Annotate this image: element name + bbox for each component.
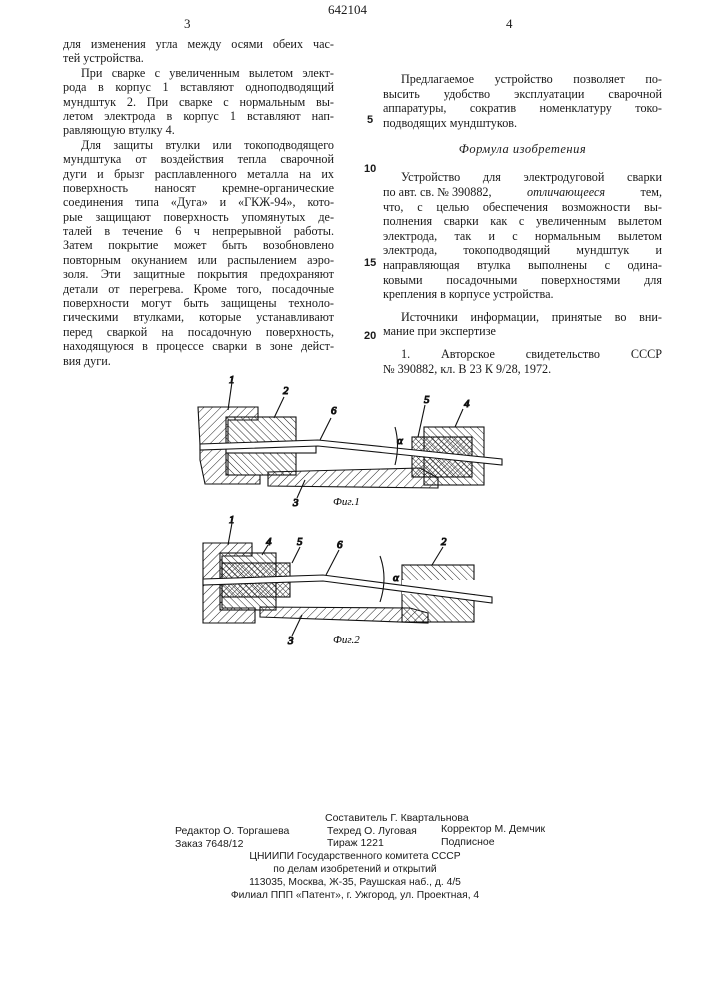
line-number: 10 xyxy=(364,163,376,175)
label: 6 xyxy=(337,539,343,551)
angle-arc xyxy=(380,556,384,602)
editor: Редактор О. Торгашева xyxy=(175,825,289,837)
drawing-line xyxy=(228,523,232,545)
line-number: 20 xyxy=(364,330,376,342)
drawing-line xyxy=(292,547,300,563)
text-line: аппаратуры, сократив номенклатуру токо- xyxy=(383,101,662,116)
text-line: гическими втулками, которые устанавливают xyxy=(63,310,334,324)
text-line: 1. Авторское свидетельство СССР xyxy=(383,347,662,362)
circulation: Тираж 1221 xyxy=(327,837,384,849)
text-line: № 390882, кл. В 23 К 9/28, 1972. xyxy=(383,362,662,377)
text-italic: отличающееся xyxy=(527,185,605,200)
text-line: талей в течение 6 ч непрерывной работы. xyxy=(63,224,334,238)
text-line: Устройство для электродуговой сварки xyxy=(383,170,662,185)
page-number-left: 3 xyxy=(184,16,191,32)
text-line: золя. Эти защитные покрытия предохраняют xyxy=(63,267,334,281)
label: 5 xyxy=(424,394,430,406)
text-line: полнения сварки как с увеличенным вылетом xyxy=(383,214,662,229)
org-line: 113035, Москва, Ж-35, Раушская наб., д. 4/5 xyxy=(155,877,555,888)
patent-number: 642104 xyxy=(328,2,367,18)
subscription: Подписное xyxy=(441,836,495,848)
text-line: детали от перегрева. Кроме того, посадочные xyxy=(63,282,334,296)
order-number: Заказ 7648/12 xyxy=(175,838,243,850)
corrector: Корректор М. Демчик xyxy=(441,823,545,835)
text-line: крепления в корпусе устройства. xyxy=(383,287,662,302)
label: 4 xyxy=(266,536,272,548)
label: α xyxy=(397,435,403,447)
text-line: тей устройства. xyxy=(63,51,334,65)
drawing-line xyxy=(274,397,284,418)
text-line: направляющая втулка выполнены с одина- xyxy=(383,258,662,273)
figure-1 xyxy=(198,374,502,509)
drawing-line xyxy=(455,409,463,427)
text-line: летом электрода в корпус 1 вставляют нап- xyxy=(63,109,334,123)
drawing-line xyxy=(326,550,339,575)
page-number-right: 4 xyxy=(506,16,513,32)
text-line: мундштука от воздействия тепла сварочной xyxy=(63,152,334,166)
label: 4 xyxy=(464,398,470,410)
compiler: Составитель Г. Квартальнова xyxy=(325,812,469,824)
text-line: перед сваркой на посадочную поверхность, xyxy=(63,325,334,339)
label: α xyxy=(393,572,399,584)
text-fragment: тем, xyxy=(641,185,663,200)
text-line: рые защищают поверхность упомянутых де- xyxy=(63,210,334,224)
text-line: мундштук 2. При сварке с нормальным вы- xyxy=(63,95,334,109)
org-line: по делам изобретений и открытий xyxy=(155,864,555,875)
figure-2 xyxy=(203,514,492,647)
label: 2 xyxy=(441,536,447,548)
text-line: дуги и брызг расплавленного металла на их xyxy=(63,167,334,181)
text-line: Для защиты втулки или токоподводящего xyxy=(63,138,334,152)
text-line: мание при экспертизе xyxy=(383,324,662,339)
drawing-line xyxy=(320,418,331,440)
text-line: вия дуги. xyxy=(63,354,334,368)
org-line: Филиал ППП «Патент», г. Ужгород, ул. Проектная, 4 xyxy=(155,890,555,901)
text-line: поверхности могут быть защищены техноло- xyxy=(63,296,334,310)
label: 2 xyxy=(283,385,289,397)
label: 3 xyxy=(287,635,294,647)
text-line: ковыми посадочными поверхностями для xyxy=(383,273,662,288)
text-line: для изменения угла между осями обеих час- xyxy=(63,37,334,51)
text-line: Затем покрытие может быть возобновлено xyxy=(63,238,334,252)
label: 6 xyxy=(331,405,337,417)
text-line: При сварке с увеличенным вылетом элект- xyxy=(63,66,334,80)
text-line: Предлагаемое устройство позволяет по- xyxy=(383,72,662,87)
line-number: 15 xyxy=(364,257,376,269)
text-line: высить удобство эксплуатации сварочной xyxy=(383,87,662,102)
figure-caption: Фиг.2 xyxy=(333,634,360,646)
claims-heading: Формула изобретения xyxy=(383,142,662,158)
text-line: повторным окунанием или распылением аэро- xyxy=(63,253,334,267)
text-fragment: по авт. св. № 390882, xyxy=(383,185,492,200)
text-line: рода в корпус 1 вставляют одноподводящий xyxy=(63,80,334,94)
figure-caption: Фиг.1 xyxy=(333,496,360,508)
line-number: 5 xyxy=(367,114,373,126)
drawing-line xyxy=(432,547,443,565)
org-line: ЦНИИПИ Государственного комитета СССР xyxy=(155,851,555,862)
label: 1 xyxy=(229,374,235,386)
text-line: электрода, так и с нормальным вылетом xyxy=(383,229,662,244)
text-line: что, с целью обеспечения возможности вы- xyxy=(383,200,662,215)
text-line: находящуюся в процессе сварки в зоне дейст- xyxy=(63,339,334,353)
techred: Техред О. Луговая xyxy=(327,825,417,837)
text-line: электрода, токоподводящий мундштук и xyxy=(383,243,662,258)
text-line: соединения типа «Дуга» и «ГКЖ-94», кото- xyxy=(63,195,334,209)
text-line: подводящих мундштуков. xyxy=(383,116,662,131)
label: 1 xyxy=(229,514,235,526)
text-line: поверхность наносят кремне-органические xyxy=(63,181,334,195)
label: 3 xyxy=(292,497,299,509)
label: 5 xyxy=(297,536,303,548)
drawing-line xyxy=(228,382,232,410)
text-line: Источники информации, принятые во вни- xyxy=(383,310,662,325)
text-line: равляющую втулку 4. xyxy=(63,123,334,137)
figures xyxy=(0,0,707,700)
